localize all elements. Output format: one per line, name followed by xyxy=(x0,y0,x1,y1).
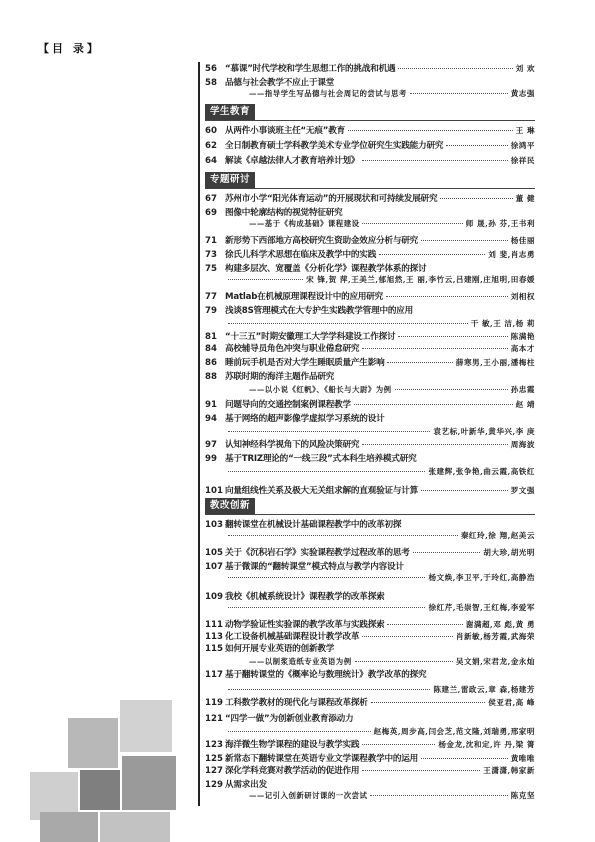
dot-leader xyxy=(371,702,486,703)
toc-entry[interactable] xyxy=(205,630,535,642)
entry-authors: 肖新敏,杨芳霞,武海荣 xyxy=(455,632,535,641)
toc-entry[interactable] xyxy=(205,139,535,151)
dot-leader xyxy=(355,661,453,662)
entry-title: 动物学验证性实验课的教学改革与实践探索 xyxy=(225,620,385,630)
entry-authors: 周海波 xyxy=(510,440,535,449)
entry-title: 基于翻转课堂的《概率论与数理统计》教学改革的探究 xyxy=(225,670,427,680)
dot-leader xyxy=(354,404,513,405)
toc-entry[interactable] xyxy=(205,342,535,354)
page-number: 103 xyxy=(205,520,223,530)
entry-authors: 杨文焕,李卫平,于玲红,高静浩 xyxy=(428,573,535,582)
toc-entry[interactable] xyxy=(205,738,535,750)
toc-entry[interactable] xyxy=(205,546,535,558)
entry-title: 品德与社会教学不应止于课堂 xyxy=(225,78,335,88)
toc-entry[interactable] xyxy=(205,618,535,630)
entry-title: 深化学科竞赛对教学活动的促进作用 xyxy=(225,766,360,776)
toc-entry[interactable] xyxy=(205,560,535,572)
entry-title: 构建多层次、宽覆盖《分析化学》课程教学体系的探讨 xyxy=(225,264,427,274)
entry-authors: 徐红芹,毛崇智,王红梅,李爱军 xyxy=(428,603,535,612)
toc-entry[interactable] xyxy=(205,684,535,696)
page-number: 91 xyxy=(205,400,217,410)
dot-leader xyxy=(440,198,512,199)
entry-authors: 黄唯唯 xyxy=(510,754,535,763)
page-number: 127 xyxy=(205,766,223,776)
page-number: 75 xyxy=(205,264,217,274)
toc-entry[interactable] xyxy=(205,656,535,668)
entry-authors: 王 琳 xyxy=(515,126,535,135)
page-number: 97 xyxy=(205,440,217,450)
entry-authors: 董 健 xyxy=(515,194,535,203)
toc-entry[interactable] xyxy=(205,88,535,100)
entry-title: 如何开展专业英语的创新教学 xyxy=(225,644,335,654)
dot-leader xyxy=(379,254,485,255)
toc-entry[interactable] xyxy=(205,752,535,764)
entry-authors: 秦红玲,徐 翔,赵美云 xyxy=(460,531,535,540)
section-heading: 学生教育 xyxy=(205,104,255,120)
toc-header: 【目 录】 xyxy=(38,42,101,55)
page-number: 109 xyxy=(205,592,223,602)
dot-leader xyxy=(421,758,508,759)
dot-leader xyxy=(398,336,507,337)
dot-leader xyxy=(348,130,513,131)
toc-entry[interactable] xyxy=(205,790,535,802)
toc-entry[interactable] xyxy=(205,712,535,724)
page-number: 67 xyxy=(205,194,217,204)
dot-leader xyxy=(228,689,430,690)
entry-subtitle: ——以制浆造纸专业英语为例 xyxy=(249,657,352,666)
dot-leader xyxy=(228,279,303,280)
dot-leader xyxy=(362,444,507,445)
toc-entry[interactable] xyxy=(205,778,535,790)
page-number: 119 xyxy=(205,698,223,708)
section-heading: 专题研讨 xyxy=(205,172,255,188)
entry-authors: 宋 锋,贺 萍,王美兰,郁旭然,王 丽,李竹云,吕建刚,庄旭明,田春媛 xyxy=(306,275,535,284)
dot-leader xyxy=(387,624,462,625)
dot-leader xyxy=(421,490,508,491)
toc-entry[interactable] xyxy=(205,290,535,302)
entry-title: 徐氏儿科学术思想在临床及教学中的实践 xyxy=(225,250,377,260)
page-number: 94 xyxy=(205,414,217,424)
page-number: 125 xyxy=(205,754,223,764)
entry-title: 我校《机械系统设计》课程教学的改革探索 xyxy=(225,592,385,602)
page-number: 107 xyxy=(205,562,223,572)
entry-title: 从两件小事谈班主任“无痕”教育 xyxy=(225,126,346,136)
page-number: 79 xyxy=(205,306,217,316)
entry-title: 浅谈8S管理模式在大专护生实践教学管理中的应用 xyxy=(225,306,414,316)
dot-leader xyxy=(228,607,425,608)
entry-authors: 杨佳丽 xyxy=(510,236,535,245)
toc-entry[interactable] xyxy=(205,412,535,424)
entry-title: 睡前玩手机是否对大学生睡眠质量产生影响 xyxy=(225,358,385,368)
dot-leader xyxy=(413,552,481,553)
page-number: 69 xyxy=(205,208,217,218)
entry-authors: 陈克坚 xyxy=(510,791,535,800)
toc-entry[interactable] xyxy=(205,764,535,776)
toc-entry[interactable] xyxy=(205,124,535,136)
toc-entry[interactable] xyxy=(205,318,535,330)
toc-entry[interactable] xyxy=(205,274,535,286)
entry-title: “十三五”时期安徽理工大学学科建设工作探讨 xyxy=(225,332,396,342)
toc-entry[interactable] xyxy=(205,484,535,496)
toc-entry[interactable] xyxy=(205,426,535,438)
dot-leader xyxy=(398,68,512,69)
dot-leader xyxy=(362,636,453,637)
entry-authors: 谢满超,邓 彪,黄 勇 xyxy=(465,620,535,629)
entry-authors: 陈建兰,雷政云,章 森,杨建芳 xyxy=(433,685,535,694)
entry-title: 化工设备机械基础课程设计教学改革 xyxy=(225,632,360,642)
entry-title: 新形势下西部地方高校研究生资助金效应分析与研究 xyxy=(225,236,419,246)
page-number: 99 xyxy=(205,454,217,464)
dot-leader xyxy=(421,240,508,241)
entry-title: 高校辅导员角色冲突与职业倦怠研究 xyxy=(225,344,360,354)
entry-authors: 徐鸿平 xyxy=(510,141,535,150)
dot-leader xyxy=(228,471,425,472)
entry-title: Matlab在机械原理课程设计中的应用研究 xyxy=(225,292,384,302)
page-number: 111 xyxy=(205,620,223,630)
toc-entry[interactable] xyxy=(205,642,535,654)
entry-title: 认知神经科学视角下的风险决策研究 xyxy=(225,440,360,450)
dot-leader xyxy=(362,744,435,745)
page-number: 105 xyxy=(205,548,223,558)
entry-authors: 高本才 xyxy=(510,344,535,353)
dot-leader xyxy=(362,770,480,771)
entry-authors: 赵 靖 xyxy=(515,400,535,409)
toc-entry[interactable] xyxy=(205,466,535,478)
entry-authors: 胡大珍,胡光明 xyxy=(483,548,535,557)
toc-entry[interactable] xyxy=(205,304,535,316)
page-number: 56 xyxy=(205,64,217,74)
entry-authors: 薛寒男,王小丽,潘梅柱 xyxy=(455,358,535,367)
toc-entry[interactable] xyxy=(205,206,535,218)
page-number: 115 xyxy=(205,644,223,654)
dot-leader xyxy=(387,362,452,363)
dot-leader xyxy=(362,160,507,161)
entry-title: 苏州市小学“阳光体育运动”的开展现状和可持续发展研究 xyxy=(225,194,438,204)
entry-title: 海洋微生物学课程的建设与教学实践 xyxy=(225,740,360,750)
entry-subtitle: ——指导学生写品德与社会周记的尝试与思考 xyxy=(249,89,407,98)
page-number: 71 xyxy=(205,236,217,246)
entry-title: 新常态下翻转课堂在英语专业文学课程教学中的运用 xyxy=(225,754,419,764)
dot-leader xyxy=(395,389,508,390)
entry-title: 基于TRIZ理论的“一线三段”式本科生培养模式研究 xyxy=(225,454,417,464)
section-heading: 教改创新 xyxy=(205,498,255,514)
page-number: 123 xyxy=(205,740,223,750)
toc-entry[interactable] xyxy=(205,398,535,410)
toc-entry[interactable] xyxy=(205,192,535,204)
toc-entry[interactable] xyxy=(205,696,535,708)
page-number: 84 xyxy=(205,344,217,354)
entry-authors: 师 晟,孙 芬,王书利 xyxy=(465,219,535,228)
entry-authors: 赵梅英,周步高,闫会芝,范文隆,刘瑞勇,邢家明 xyxy=(373,727,535,736)
toc-entry[interactable] xyxy=(205,76,535,88)
entry-authors: 陈满艳 xyxy=(510,332,535,341)
toc-entry[interactable] xyxy=(205,668,535,680)
section-rule xyxy=(205,120,535,121)
entry-authors: 张建辉,张争艳,曲云霞,高铁红 xyxy=(428,467,535,476)
page-number: 88 xyxy=(205,372,217,382)
entry-authors: 刘相权 xyxy=(510,292,535,301)
dot-leader xyxy=(362,223,462,224)
entry-title: 向量组线性关系及极大无关组求解的直观验证与计算 xyxy=(225,486,419,496)
entry-title: 全日制教育硕士学科教学美术专业学位研究生实践能力研究 xyxy=(225,141,444,151)
dot-leader xyxy=(228,731,371,732)
dot-leader xyxy=(410,93,508,94)
toc-entry[interactable] xyxy=(205,62,535,74)
entry-title: 基于网络的超声影像学虚拟学习系统的设计 xyxy=(225,414,385,424)
dot-leader xyxy=(362,348,507,349)
dot-leader xyxy=(386,296,508,297)
toc-entry[interactable] xyxy=(205,262,535,274)
page-number: 129 xyxy=(205,780,223,790)
entry-authors: 刘 欢 xyxy=(515,64,535,73)
dot-leader xyxy=(228,577,425,578)
entry-authors: 刘 斐,肖志勇 xyxy=(488,250,535,259)
vertical-rule xyxy=(198,62,200,806)
entry-authors: 吴文娟,宋君龙,金永灿 xyxy=(455,657,535,666)
entry-title: “四学一做”为创新创业教育添动力 xyxy=(225,714,354,724)
dot-leader xyxy=(446,145,507,146)
page-number: 101 xyxy=(205,486,223,496)
page-number: 113 xyxy=(205,632,223,642)
entry-authors: 王潇潇,韩家新 xyxy=(483,766,535,775)
toc-entry[interactable] xyxy=(205,530,535,542)
page-number: 58 xyxy=(205,78,217,88)
page-number: 81 xyxy=(205,332,217,342)
entry-subtitle: ——以小说《红帆》、《船长与大尉》为例 xyxy=(249,385,392,394)
entry-subtitle: ——基于《构成基础》课程建设 xyxy=(249,219,360,228)
entry-authors: 徐祥民 xyxy=(510,156,535,165)
dot-leader xyxy=(228,323,468,324)
section-rule xyxy=(205,514,535,515)
toc-entry[interactable] xyxy=(205,384,535,396)
entry-authors: 杨金龙,沈和定,许 丹,梁 箐 xyxy=(438,740,535,749)
entry-title: 苏联时期的海洋主题作品研究 xyxy=(225,372,335,382)
dot-leader xyxy=(228,431,430,432)
toc-entry[interactable] xyxy=(205,218,535,230)
entry-title: 解读《卓越法律人才教育培养计划》 xyxy=(225,156,360,166)
page-number: 117 xyxy=(205,670,223,680)
toc-entry[interactable] xyxy=(205,370,535,382)
page-number: 86 xyxy=(205,358,217,368)
entry-authors: 孙忠霞 xyxy=(510,385,535,394)
entry-title: “慕课”时代学校和学生思想工作的挑战和机遇 xyxy=(225,64,396,74)
page-number: 121 xyxy=(205,714,223,724)
toc-entry[interactable] xyxy=(205,234,535,246)
entry-title: 翻转课堂在机械设计基础课程教学中的改革初探 xyxy=(225,520,402,530)
entry-title: 问题导向的交通控制案例课程教学 xyxy=(225,400,351,410)
entry-title: 基于微课的“翻转课堂”模式特点与教学内容设计 xyxy=(225,562,404,572)
dot-leader xyxy=(370,795,507,796)
page-number: 77 xyxy=(205,292,217,302)
page-number: 73 xyxy=(205,250,217,260)
toc-entry[interactable] xyxy=(205,590,535,602)
entry-subtitle: ——记引入创新研讨课的一次尝试 xyxy=(249,791,368,800)
toc-entry[interactable] xyxy=(205,518,535,530)
toc-entry[interactable] xyxy=(205,726,535,738)
entry-title: 从需求出发 xyxy=(225,780,267,790)
entry-authors: 干 敏,王 洁,杨 莉 xyxy=(470,319,535,328)
decorative-squares xyxy=(0,0,200,842)
dot-leader xyxy=(228,535,458,536)
entry-title: 工科数学教材的现代化与课程改革探析 xyxy=(225,698,368,708)
page-number: 62 xyxy=(205,141,217,151)
toc-entry[interactable] xyxy=(205,356,535,368)
toc-entry[interactable] xyxy=(205,330,535,342)
section-rule xyxy=(205,188,535,189)
entry-authors: 黄志强 xyxy=(510,89,535,98)
page-number: 64 xyxy=(205,156,217,166)
page-number: 60 xyxy=(205,126,217,136)
entry-title: 关于《沉积岩石学》实验课程教学过程改革的思考 xyxy=(225,548,410,558)
entry-authors: 袁艺标,叶新华,黄华兴,李 庚 xyxy=(433,427,535,436)
entry-title: 图像中轮廓结构的视觉特征研究 xyxy=(225,208,343,218)
toc-entry[interactable] xyxy=(205,248,535,260)
toc-entry[interactable] xyxy=(205,602,535,614)
toc-entry[interactable] xyxy=(205,452,535,464)
toc-entry[interactable] xyxy=(205,572,535,584)
toc-entry[interactable] xyxy=(205,438,535,450)
entry-authors: 侯亚君,高 峰 xyxy=(488,698,535,707)
toc-entry[interactable] xyxy=(205,154,535,166)
entry-authors: 罗文强 xyxy=(510,486,535,495)
